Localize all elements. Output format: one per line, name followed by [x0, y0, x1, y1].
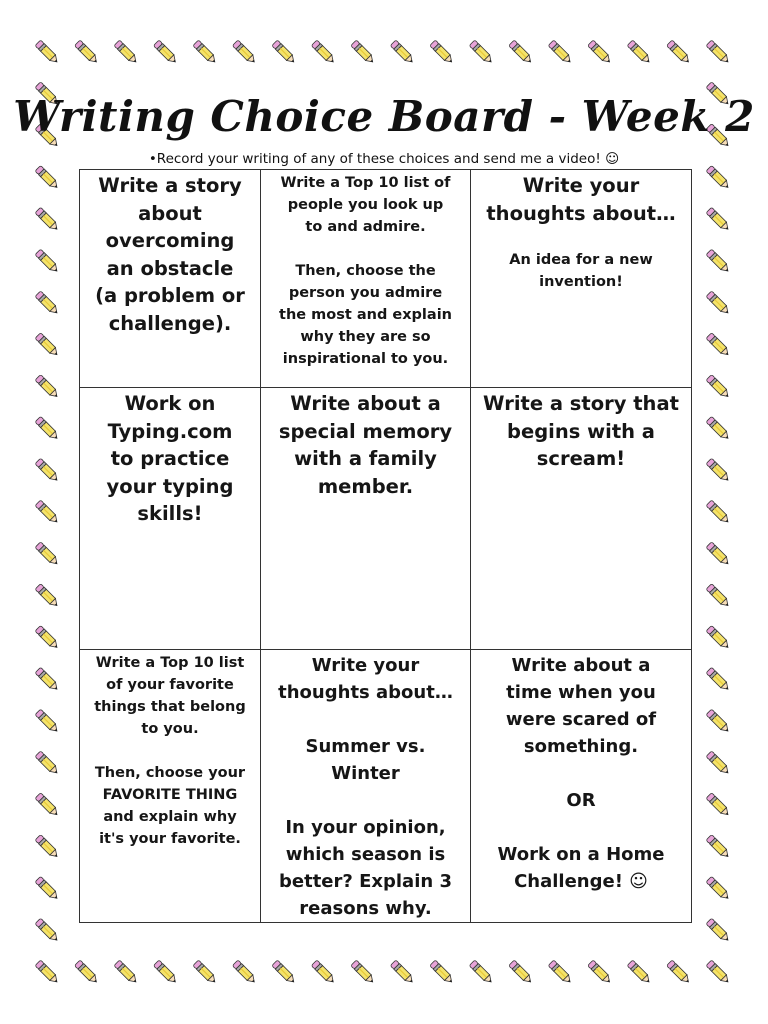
- pencil-icon: [469, 40, 494, 65]
- pencil-icon: [35, 291, 60, 316]
- pencil-icon: [706, 709, 731, 734]
- cell-heading-line: thoughts about…: [278, 682, 453, 703]
- pencil-icon: [35, 625, 60, 650]
- pencil-icon: [706, 500, 731, 525]
- cell-text-line: Write about a: [290, 392, 441, 415]
- choice-cell-summer-vs-winter: [261, 650, 471, 923]
- pencil-icon: [35, 918, 60, 943]
- board-row-3: [80, 650, 692, 923]
- pencil-icon: [706, 960, 731, 985]
- pencil-icon: [35, 584, 60, 609]
- pencil-icon: [35, 751, 60, 776]
- cell-text-line: something.: [523, 736, 639, 757]
- pencil-icon: [548, 40, 573, 65]
- cell-text-line: Summer vs.: [305, 736, 426, 757]
- cell-text-line: special memory: [278, 419, 453, 443]
- pencil-icon: [706, 333, 731, 358]
- pencil-icon: [706, 918, 731, 943]
- cell-heading-line: Write your: [311, 655, 420, 676]
- pencil-icon: [272, 960, 297, 985]
- cell-text-line: an obstacle: [106, 256, 234, 280]
- pencil-icon: [706, 751, 731, 776]
- choice-cell-scared-or-home-challenge: [471, 650, 692, 923]
- cell-text-line: were scared of: [505, 709, 657, 730]
- pencil-icon: [35, 165, 60, 190]
- pencil-icon: [35, 667, 60, 692]
- pencil-icon: [627, 960, 652, 985]
- pencil-icon: [74, 40, 99, 65]
- pencil-icon: [35, 375, 60, 400]
- pencil-icon: [706, 249, 731, 274]
- pencil-icon: [627, 40, 652, 65]
- pencil-icon: [193, 40, 218, 65]
- pencil-icon: [35, 207, 60, 232]
- pencil-icon: [430, 960, 455, 985]
- pencil-icon: [509, 960, 534, 985]
- cell-text-line: of your favorite: [106, 677, 234, 693]
- cell-text-line: reasons why.: [299, 898, 432, 919]
- pencil-icon: [706, 165, 731, 190]
- pencil-icon: [548, 960, 573, 985]
- instructions-subtitle: •Record your writing of any of these choices and send me a video! ☺: [148, 151, 620, 167]
- pencil-icon: [35, 333, 60, 358]
- pencil-icon: [35, 835, 60, 860]
- pencil-icon: [706, 291, 731, 316]
- pencil-icon: [390, 40, 415, 65]
- pencil-icon: [706, 584, 731, 609]
- cell-text-line: Write about a: [511, 655, 651, 676]
- pencil-icon: [706, 876, 731, 901]
- pencil-icon: [706, 458, 731, 483]
- pencil-icon: [74, 960, 99, 985]
- cell-text-line: Write a Top 10 list: [95, 655, 245, 671]
- cell-text-line: begins with a: [507, 419, 655, 443]
- cell-text-line: Winter: [331, 763, 400, 784]
- cell-text-line: why they are so: [300, 329, 431, 345]
- choice-cell-top10-admire: [261, 170, 471, 388]
- pencil-icon: [35, 40, 60, 65]
- cell-text-line: inspirational to you.: [282, 351, 449, 367]
- pencil-icon: [311, 960, 336, 985]
- cell-text-line: Work on: [124, 392, 216, 415]
- pencil-icon: [153, 40, 178, 65]
- cell-heading-line: thoughts about…: [486, 201, 676, 225]
- cell-text-line: and explain why: [103, 809, 237, 825]
- pencil-icon: [232, 960, 257, 985]
- pencil-icon: [706, 667, 731, 692]
- pencil-icon: [667, 40, 692, 65]
- cell-text-line: time when you: [506, 682, 656, 703]
- cell-text-line: Write a story that: [483, 392, 679, 415]
- cell-heading-line: Write your: [522, 174, 640, 197]
- cell-text-line: invention!: [539, 274, 623, 290]
- pencil-icon: [35, 709, 60, 734]
- pencil-icon: [35, 793, 60, 818]
- pencil-icon: [232, 40, 257, 65]
- cell-text-line: about: [138, 201, 202, 225]
- pencil-icon: [35, 458, 60, 483]
- pencil-icon: [35, 876, 60, 901]
- pencil-icon: [588, 40, 613, 65]
- pencil-icon: [588, 960, 613, 985]
- cell-text-line: In your opinion,: [285, 817, 446, 838]
- board-row-2: [80, 388, 692, 650]
- pencil-icon: [430, 40, 455, 65]
- pencil-icon: [706, 542, 731, 567]
- cell-text-line: the most and explain: [279, 307, 452, 323]
- pencil-icon: [706, 835, 731, 860]
- cell-text-line: things that belong: [94, 699, 246, 715]
- choice-cell-invention-thoughts: [471, 170, 692, 388]
- pencil-icon: [35, 249, 60, 274]
- page-title: Writing Choice Board - Week 2: [13, 92, 755, 141]
- choice-cell-obstacle-story: [80, 170, 261, 388]
- choice-cell-family-memory: [261, 388, 471, 650]
- pencil-icon: [706, 625, 731, 650]
- cell-text-line: better? Explain 3: [279, 871, 452, 892]
- cell-text-line: people you look up: [287, 197, 444, 213]
- pencil-icon: [706, 375, 731, 400]
- pencil-icon: [114, 960, 139, 985]
- cell-text-line: to you.: [141, 721, 199, 737]
- cell-text-line: An idea for a new: [509, 252, 653, 268]
- pencil-icon: [193, 960, 218, 985]
- pencil-icon: [351, 40, 376, 65]
- pencil-icon: [153, 960, 178, 985]
- cell-text-line: it's your favorite.: [99, 831, 241, 847]
- board-row-1: [80, 170, 692, 388]
- pencil-icon: [667, 960, 692, 985]
- pencil-icon: [706, 40, 731, 65]
- pencil-icon: [706, 207, 731, 232]
- cell-text-line: Typing.com: [107, 419, 233, 443]
- cell-text-line: scream!: [536, 447, 626, 470]
- cell-text-line: FAVORITE THING: [102, 787, 238, 803]
- or-separator: OR: [566, 790, 596, 811]
- pencil-icon: [390, 960, 415, 985]
- cell-text-line: to and admire.: [305, 219, 426, 235]
- pencil-icon: [706, 793, 731, 818]
- choice-board-grid: [79, 169, 692, 923]
- cell-text-line: skills!: [137, 502, 203, 525]
- cell-text-line: your typing: [106, 474, 234, 498]
- cell-text-line: with a family: [294, 447, 437, 470]
- pencil-icon: [35, 542, 60, 567]
- cell-text-line: Write a story: [98, 174, 242, 197]
- pencil-icon: [35, 500, 60, 525]
- cell-text-line: (a problem or: [95, 284, 245, 307]
- cell-text-line: member.: [317, 474, 414, 498]
- cell-text-line: challenge).: [108, 311, 232, 335]
- pencil-icon: [272, 40, 297, 65]
- cell-text-line: Write a Top 10 list of: [280, 175, 451, 191]
- choice-cell-top10-favorite-things: [80, 650, 261, 923]
- pencil-icon: [706, 416, 731, 441]
- choice-cell-typing-practice: [80, 388, 261, 650]
- pencil-icon: [114, 40, 139, 65]
- pencil-icon: [35, 416, 60, 441]
- cell-text-line: Then, choose the: [295, 263, 436, 279]
- choice-cell-scream-story: [471, 388, 692, 650]
- cell-text-line: overcoming: [105, 229, 235, 252]
- cell-text-line: which season is: [285, 844, 446, 865]
- cell-text-line: person you admire: [288, 285, 443, 301]
- pencil-icon: [469, 960, 494, 985]
- pencil-icon: [35, 960, 60, 985]
- pencil-icon: [351, 960, 376, 985]
- cell-text-line: Challenge! ☺: [514, 871, 648, 892]
- cell-text-line: Work on a Home: [497, 844, 665, 865]
- cell-text-line: to practice: [110, 447, 230, 470]
- pencil-icon: [311, 40, 336, 65]
- cell-text-line: Then, choose your: [94, 765, 246, 781]
- pencil-icon: [509, 40, 534, 65]
